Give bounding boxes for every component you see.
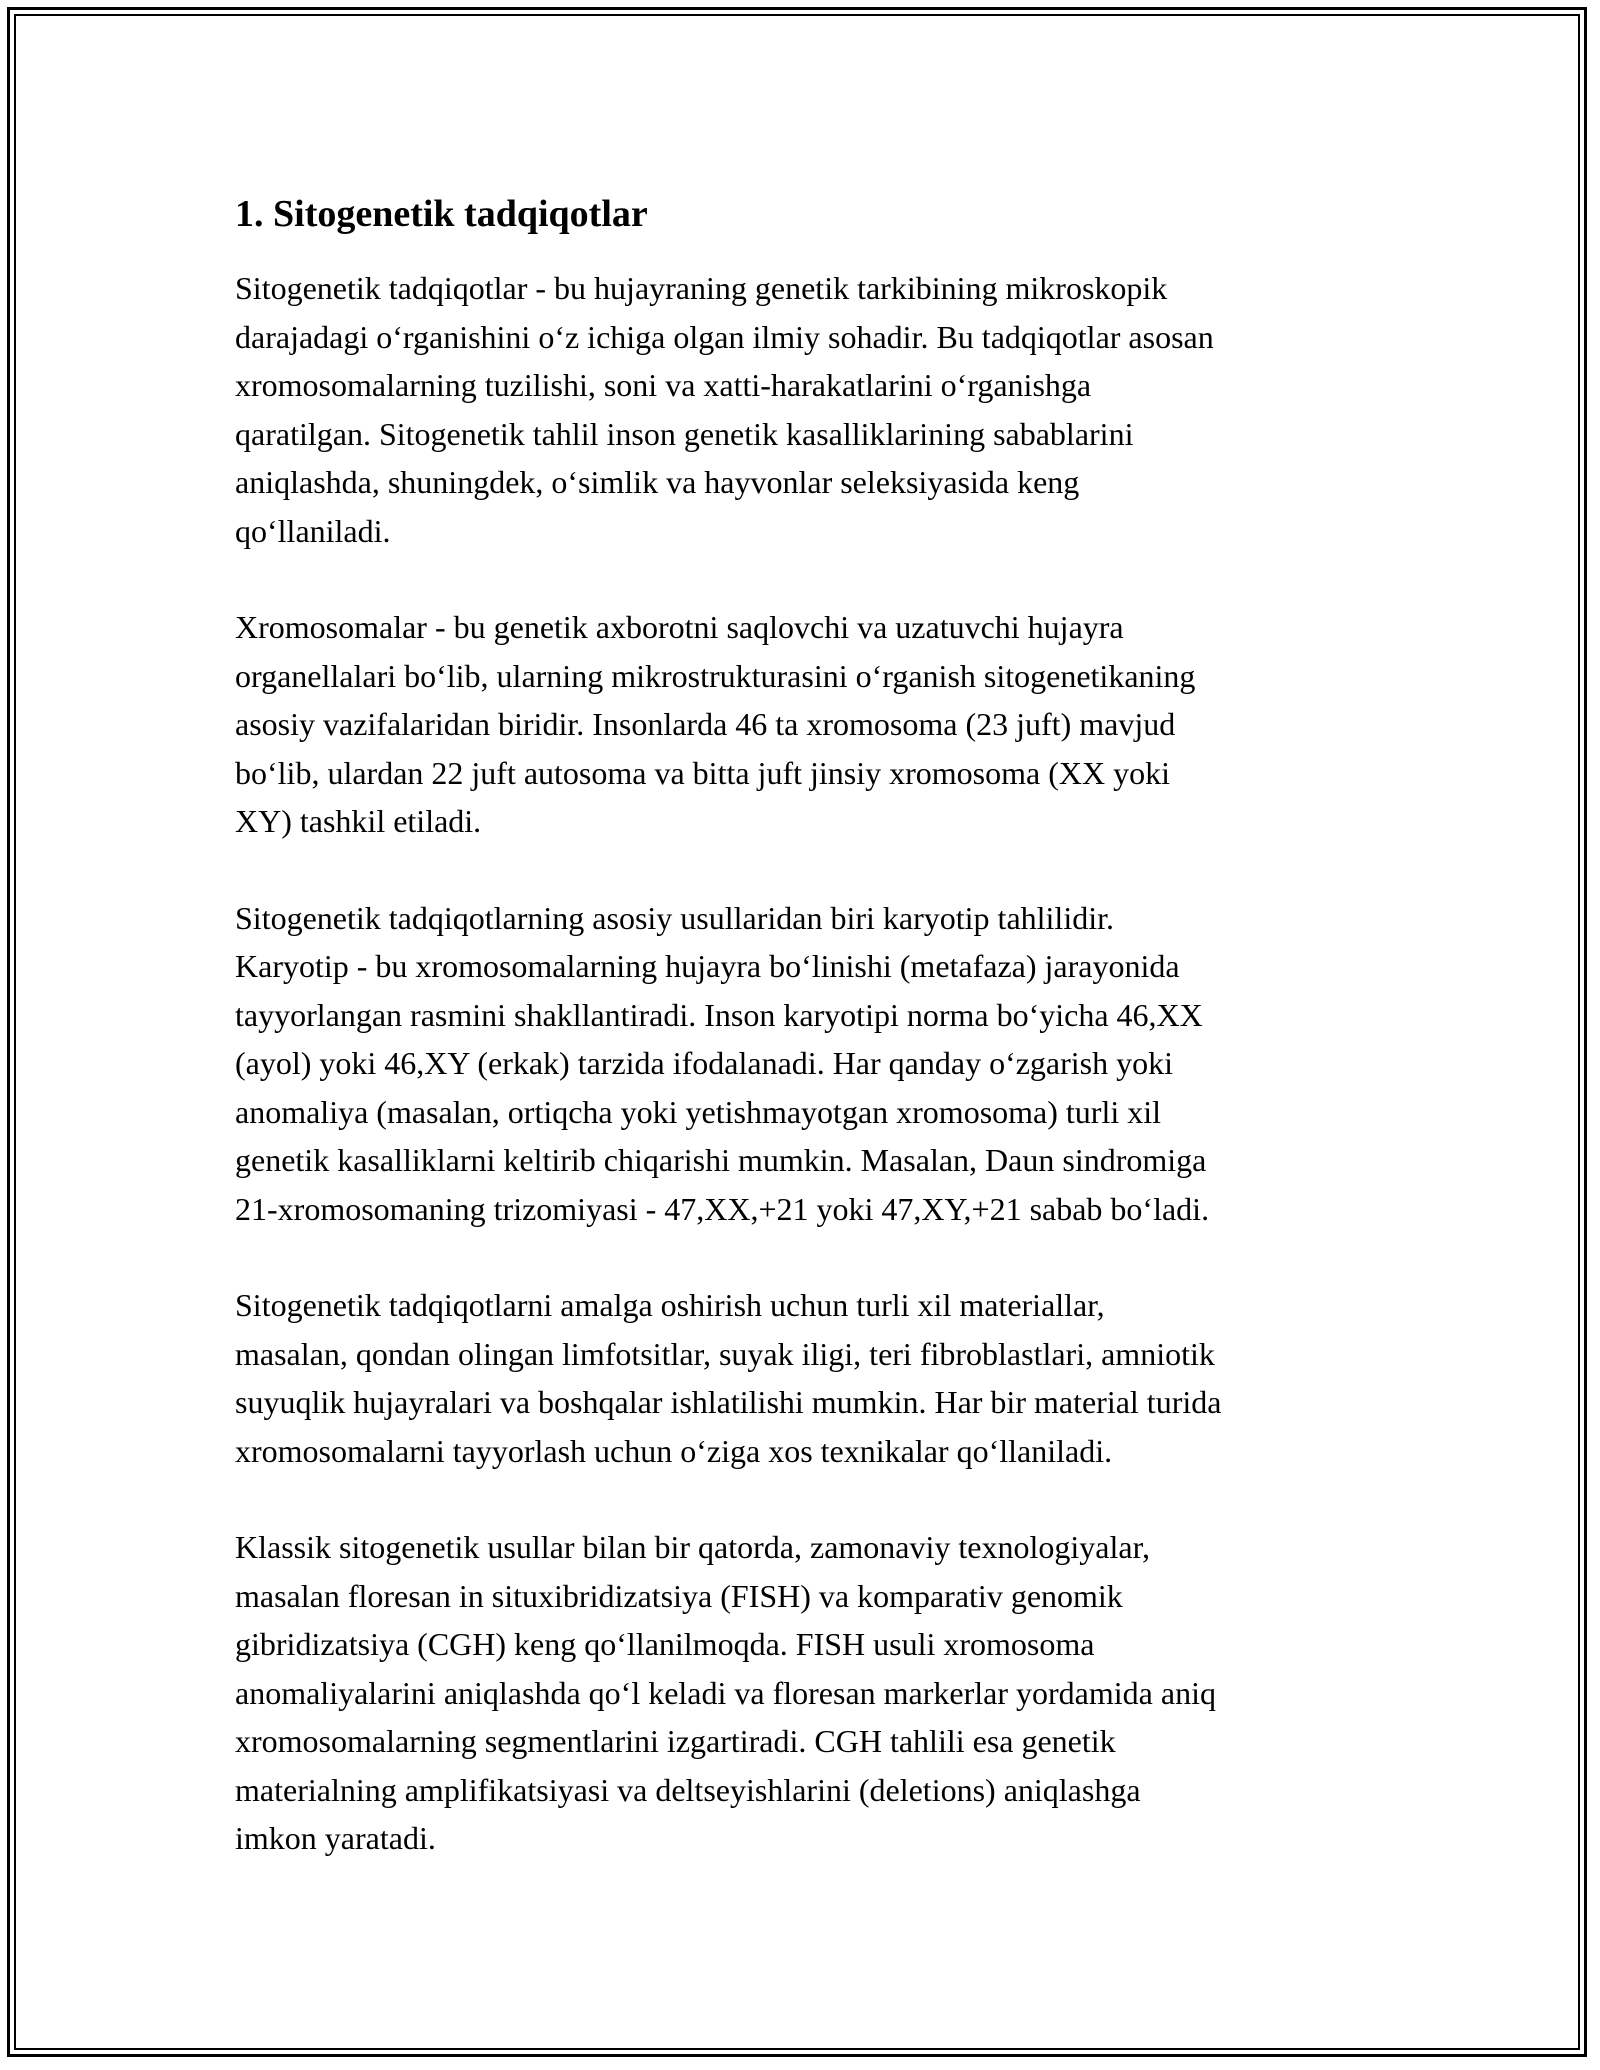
paragraph-intro: Sitogenetik tadqiqotlar - bu hujayraning genetik tarkibining mikroskopik darajadagi o‘rganishini o‘z ichiga olgan ilmiy sohadir. Bu tadqiqotlar asosan xromosomalarning tuzilishi, soni va xatti-harakatlarini o‘rganishga qaratilgan. Sitogenetik tahlil inson genetik kasalliklarining sabablarini aniqlashda, shuningdek, o‘simlik va hayvonlar seleksiyasida keng qo‘llaniladi. — [235, 270, 1214, 549]
paragraph-materials: Sitogenetik tadqiqotlarni amalga oshirish uchun turli xil materiallar, masalan, qondan olingan limfotsitlar, suyak iligi, teri fibroblastlari, amniotik suyuqlik hujayralari va boshqalar ishlatilishi mumkin. Har bir material turida xromosomalarni tayyorlash uchun o‘ziga xos texnikalar qo‘llaniladi. — [235, 1287, 1222, 1469]
document-body — [235, 186, 1375, 1911]
paragraph-karyotype: Sitogenetik tadqiqotlarning asosiy usullaridan biri karyotip tahlilidir. Karyotip - bu xromosomalarning hujayra bo‘linishi (metafaza) jarayonida tayyorlangan rasmini shakllantiradi. Inson karyotipi norma bo‘yicha 46,XX (ayol) yoki 46,XY (erkak) tarzida ifodalanadi. Har qanday o‘zgarish yoki anomaliya (masalan, ortiqcha yoki yetishmayotgan xromosoma) turli xil genetik kasalliklarni keltirib chiqarishi mumkin. Masalan, Daun sindromiga 21-xromosomaning trizomiyasi - 47,XX,+21 yoki 47,XY,+21 sabab bo‘ladi. — [235, 899, 1210, 1227]
section-heading: 1. Sitogenetik tadqiqotlar — [235, 193, 648, 235]
paragraph-modern-methods: Klassik sitogenetik usullar bilan bir qatorda, zamonaviy texnologiyalar, masalan floresan in situxibridizatsiya (FISH) va komparativ genomik gibridizatsiya (CGH) keng qo‘llanilmoqda. FISH usuli xromosoma anomaliyalarini aniqlashda qo‘l keladi va floresan markerlar yordamida aniq xromosomalarning segmentlarini izgartiradi. CGH tahlili esa genetik materialning amplifikatsiyasi va deltseyishlarini (deletions) aniqlashga imkon yaratadi. — [235, 1529, 1216, 1856]
paragraph-chromosomes: Xromosomalar - bu genetik axborotni saqlovchi va uzatuvchi hujayra organellalari bo‘lib, ularning mikrostrukturasini o‘rganish sitogenetikaning asosiy vazifalaridan biridir. Insonlarda 46 ta xromosoma (23 juft) mavjud bo‘lib, ulardan 22 juft autosoma va bitta juft jinsiy xromosoma (XX yoki XY) tashkil etiladi. — [235, 609, 1196, 839]
